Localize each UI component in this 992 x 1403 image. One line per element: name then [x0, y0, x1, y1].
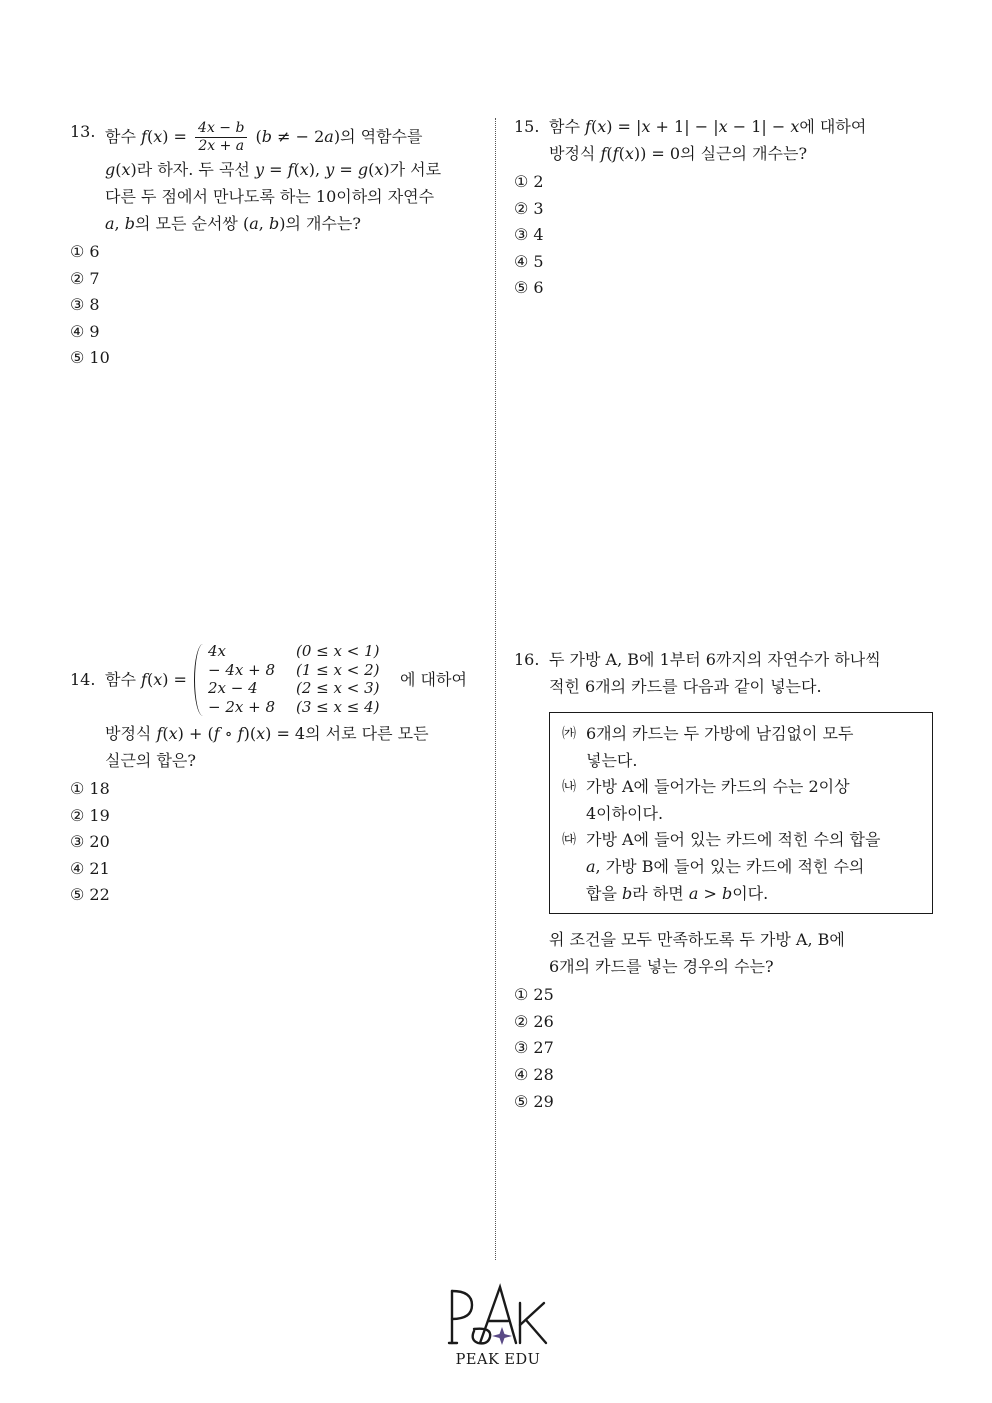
condition-b: ㈏ 가방 A에 들어가는 카드의 수는 2이상 4이하이다. — [562, 777, 850, 823]
choice-3[interactable]: ③ 8 — [70, 295, 100, 315]
choice-2[interactable]: ② 7 — [70, 268, 100, 288]
problem-number: 13. — [70, 122, 96, 141]
conditions-box — [549, 712, 933, 914]
choice-1[interactable]: ① 18 — [70, 779, 110, 798]
problem-16-stem: 16. 두 가방 A, B에 1부터 6까지의 자연수가 하나씩 적힌 6개의 카드를 다음과 같이 넣는다. — [514, 646, 924, 700]
condition-c: ㈐ 가방 A에 들어 있는 카드에 적힌 수의 합을 a, 가방 B에 들어 있는 카드에 적힌 수의 합을 b라 하면 a > b이다. — [562, 830, 881, 903]
choice-4[interactable]: ④ 9 — [70, 321, 100, 341]
condition-a: ㈎ 6개의 카드는 두 가방에 남김없이 모두 넣는다. — [562, 724, 854, 770]
problem-14 — [70, 640, 480, 909]
choice-5[interactable]: ⑤ 10 — [70, 348, 110, 368]
answer-choices — [70, 776, 480, 909]
choice-3[interactable]: ③ 20 — [70, 832, 110, 852]
choice-3[interactable]: ③ 27 — [514, 1038, 554, 1058]
choice-2[interactable]: ② 26 — [514, 1011, 554, 1031]
problem-16 — [514, 646, 924, 1115]
choice-1[interactable]: ① 6 — [70, 242, 100, 261]
answer-choices — [514, 982, 924, 1115]
peak-edu-logo — [446, 1283, 550, 1373]
choice-3[interactable]: ③ 4 — [514, 225, 544, 245]
choice-5[interactable]: ⑤ 29 — [514, 1091, 554, 1111]
answer-choices — [70, 239, 480, 372]
problem-number: 16. — [514, 650, 540, 669]
problem-16-question: 위 조건을 모두 만족하도록 두 가방 A, B에 6개의 카드를 넣는 경우의 수는? — [549, 930, 845, 977]
choice-2[interactable]: ② 3 — [514, 198, 544, 218]
choice-1[interactable]: ① 2 — [514, 172, 544, 191]
peak-logo-icon — [446, 1283, 550, 1347]
choice-4[interactable]: ④ 28 — [514, 1064, 554, 1084]
answer-choices — [514, 169, 924, 302]
problem-13-stem: 13. 함수 f(x) = $\frac{4x - b}{2x + a}$ (b ≠ − 2a)의 역함수를 g(x)라 하자. 두 곡선 y = f(x), y = g(x)가 서로 다른 두 점에서 만나도록 하는 10이하의 자연수 a, b의 모든 순서쌍 (a, b)의 개수는? — [70, 120, 442, 233]
piecewise-definition: 14. 함수 f(x) = 4x (0 ≤ x < 1) − 4x + 8 (1 ≤ x < 2) 2x − 4 (2 ≤ x < 3) − 2x + 8 (3 ≤ x ≤ 4) 에 대하여 — [70, 642, 467, 716]
choice-5[interactable]: ⑤ 6 — [514, 278, 544, 298]
choice-5[interactable]: ⑤ 22 — [70, 885, 110, 905]
choice-4[interactable]: ④ 21 — [70, 858, 110, 878]
fraction: $\frac{4x - b}{2x + a}$ — [195, 120, 247, 155]
choice-2[interactable]: ② 19 — [70, 805, 110, 825]
column-divider — [495, 118, 496, 1260]
choice-1[interactable]: ① 25 — [514, 985, 554, 1005]
problem-15-stem: 15. 함수 f(x) = |x + 1| − |x − 1| − x에 대하여 방정식 f(f(x)) = 0의 실근의 개수는? — [514, 113, 924, 167]
problem-number: 14. — [70, 670, 96, 689]
problem-14-stem: 14. 함수 f(x) = 4x (0 ≤ x < 1) − 4x + 8 (1 ≤ x < 2) 2x − 4 (2 ≤ x < 3) − 2x + 8 (3 ≤ x ≤ 4) 에 대하여 방정식 f(x) + (f ∘ f)(x) = 4의 서로 다른 모든 실근의 합은? — [70, 640, 480, 774]
logo-subtitle: PEAK EDU — [455, 1352, 541, 1368]
problem-13 — [70, 118, 480, 372]
problem-number: 15. — [514, 117, 540, 136]
problem-15 — [514, 113, 924, 302]
brace — [194, 644, 204, 716]
choice-4[interactable]: ④ 5 — [514, 251, 544, 271]
